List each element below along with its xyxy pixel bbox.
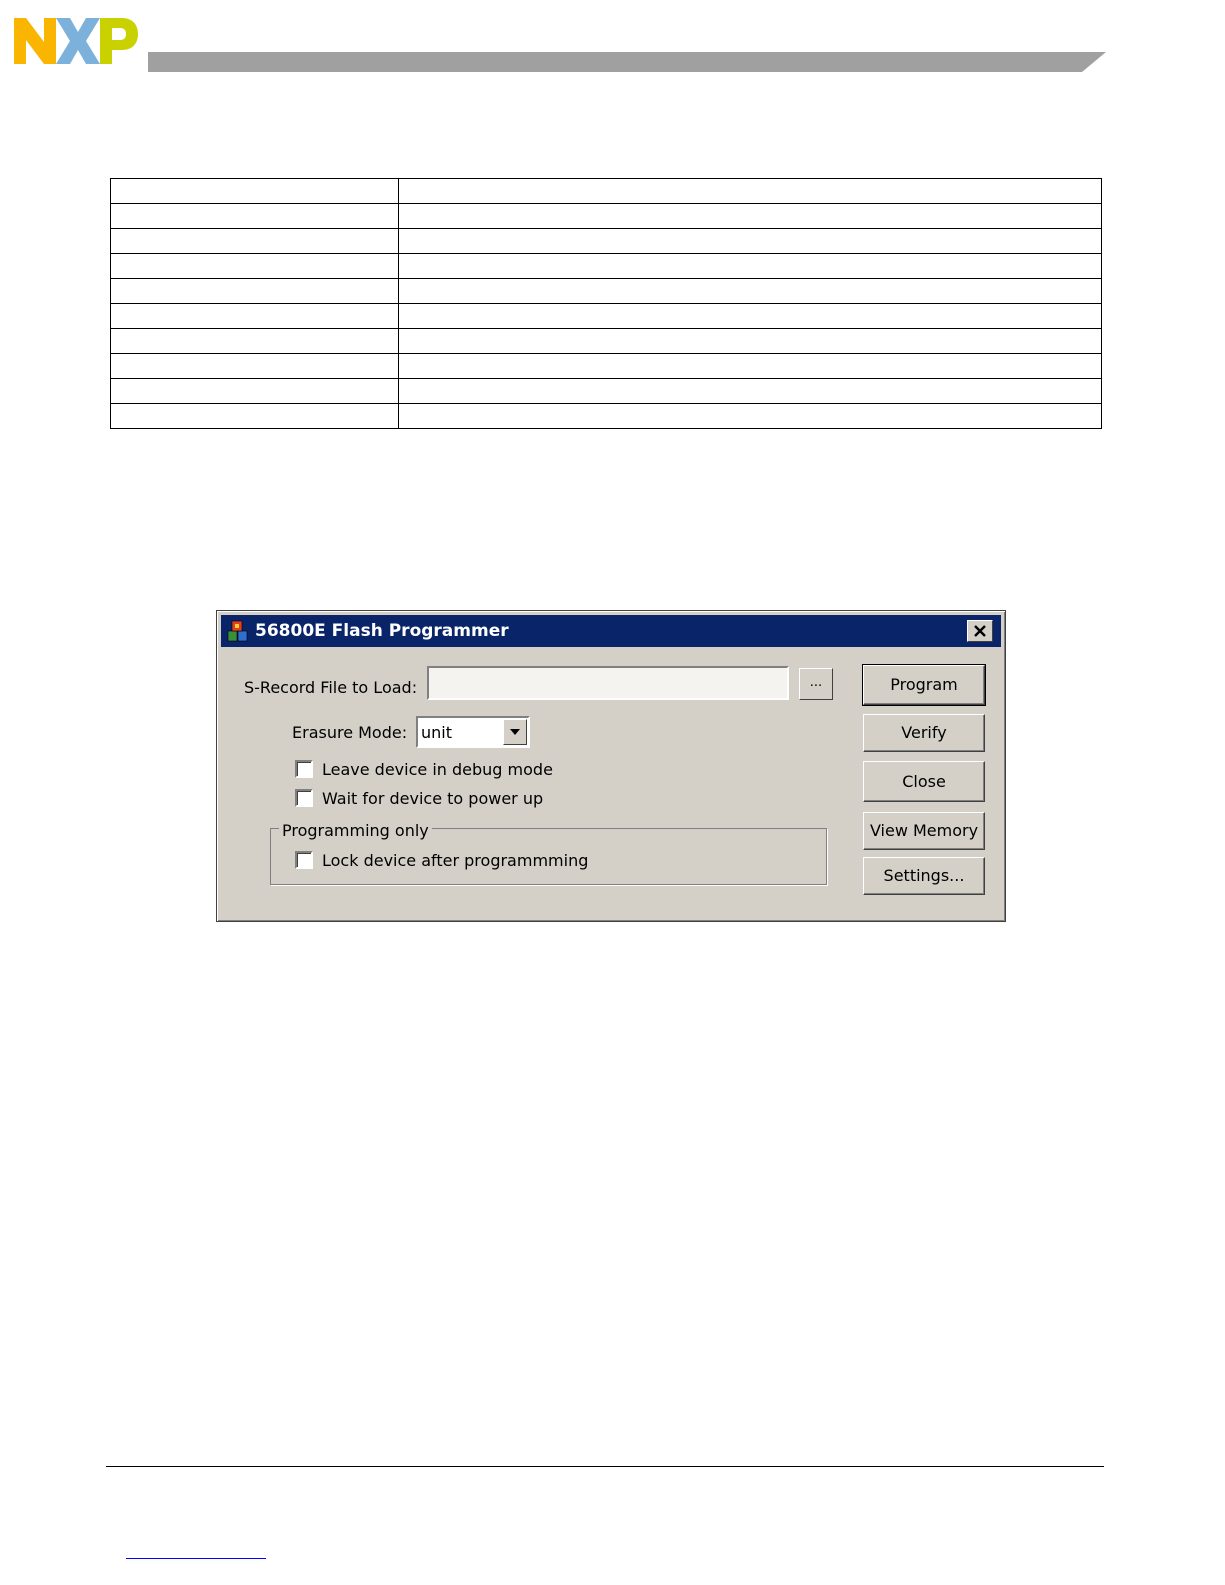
table-cell — [111, 304, 399, 329]
lock-device-label: Lock device after programmming — [322, 851, 589, 870]
table-row — [111, 254, 1102, 279]
verify-button[interactable]: Verify — [863, 714, 985, 752]
table-row — [111, 329, 1102, 354]
debug-mode-checkbox[interactable] — [295, 760, 313, 778]
debug-mode-label: Leave device in debug mode — [322, 760, 553, 779]
wait-power-checkbox[interactable] — [295, 789, 313, 807]
chevron-down-icon — [510, 729, 520, 735]
table-row — [111, 304, 1102, 329]
table-cell — [111, 279, 399, 304]
table-cell — [111, 204, 399, 229]
table-cell — [111, 179, 399, 204]
footer-rule — [106, 1466, 1104, 1467]
table-row — [111, 379, 1102, 404]
table-cell — [399, 329, 1102, 354]
program-button[interactable]: Program — [863, 665, 985, 705]
srecord-file-input[interactable] — [427, 666, 789, 700]
table-row — [111, 354, 1102, 379]
close-button[interactable]: Close — [863, 761, 985, 802]
table-row — [111, 179, 1102, 204]
table-cell — [399, 229, 1102, 254]
nxp-logo — [14, 18, 138, 64]
lock-device-checkbox[interactable] — [295, 851, 313, 869]
wait-power-label: Wait for device to power up — [322, 789, 544, 808]
browse-button[interactable]: ... — [799, 668, 833, 700]
table-cell — [111, 229, 399, 254]
flash-programmer-dialog — [216, 610, 1006, 922]
table-cell — [111, 329, 399, 354]
table-cell — [111, 379, 399, 404]
app-icon — [227, 620, 249, 642]
title-bar[interactable] — [221, 615, 1001, 647]
table-row — [111, 229, 1102, 254]
group-title: Programming only — [279, 821, 432, 841]
close-icon — [973, 624, 987, 638]
close-window-button[interactable] — [967, 620, 993, 642]
erasure-mode-label: Erasure Mode: — [292, 723, 408, 742]
document-table — [110, 178, 1102, 429]
dropdown-button[interactable] — [503, 719, 527, 745]
erasure-mode-select[interactable] — [416, 716, 530, 748]
table-cell — [399, 354, 1102, 379]
table-row — [111, 204, 1102, 229]
view-memory-button[interactable]: View Memory — [863, 812, 985, 850]
table-cell — [399, 379, 1102, 404]
table-row — [111, 404, 1102, 429]
table-cell — [399, 204, 1102, 229]
erasure-mode-value: unit — [421, 723, 452, 742]
srecord-label: S-Record File to Load: — [244, 678, 418, 697]
settings-button[interactable]: Settings... — [863, 857, 985, 895]
footer-link-underline[interactable] — [126, 1558, 266, 1559]
table-cell — [399, 304, 1102, 329]
table-cell — [399, 179, 1102, 204]
table-cell — [399, 254, 1102, 279]
table-cell — [399, 279, 1102, 304]
dialog-title: 56800E Flash Programmer — [255, 621, 509, 641]
table-cell — [111, 254, 399, 279]
table-row — [111, 279, 1102, 304]
header-bar — [148, 52, 1106, 72]
table-cell — [399, 404, 1102, 429]
table-cell — [111, 404, 399, 429]
table-cell — [111, 354, 399, 379]
